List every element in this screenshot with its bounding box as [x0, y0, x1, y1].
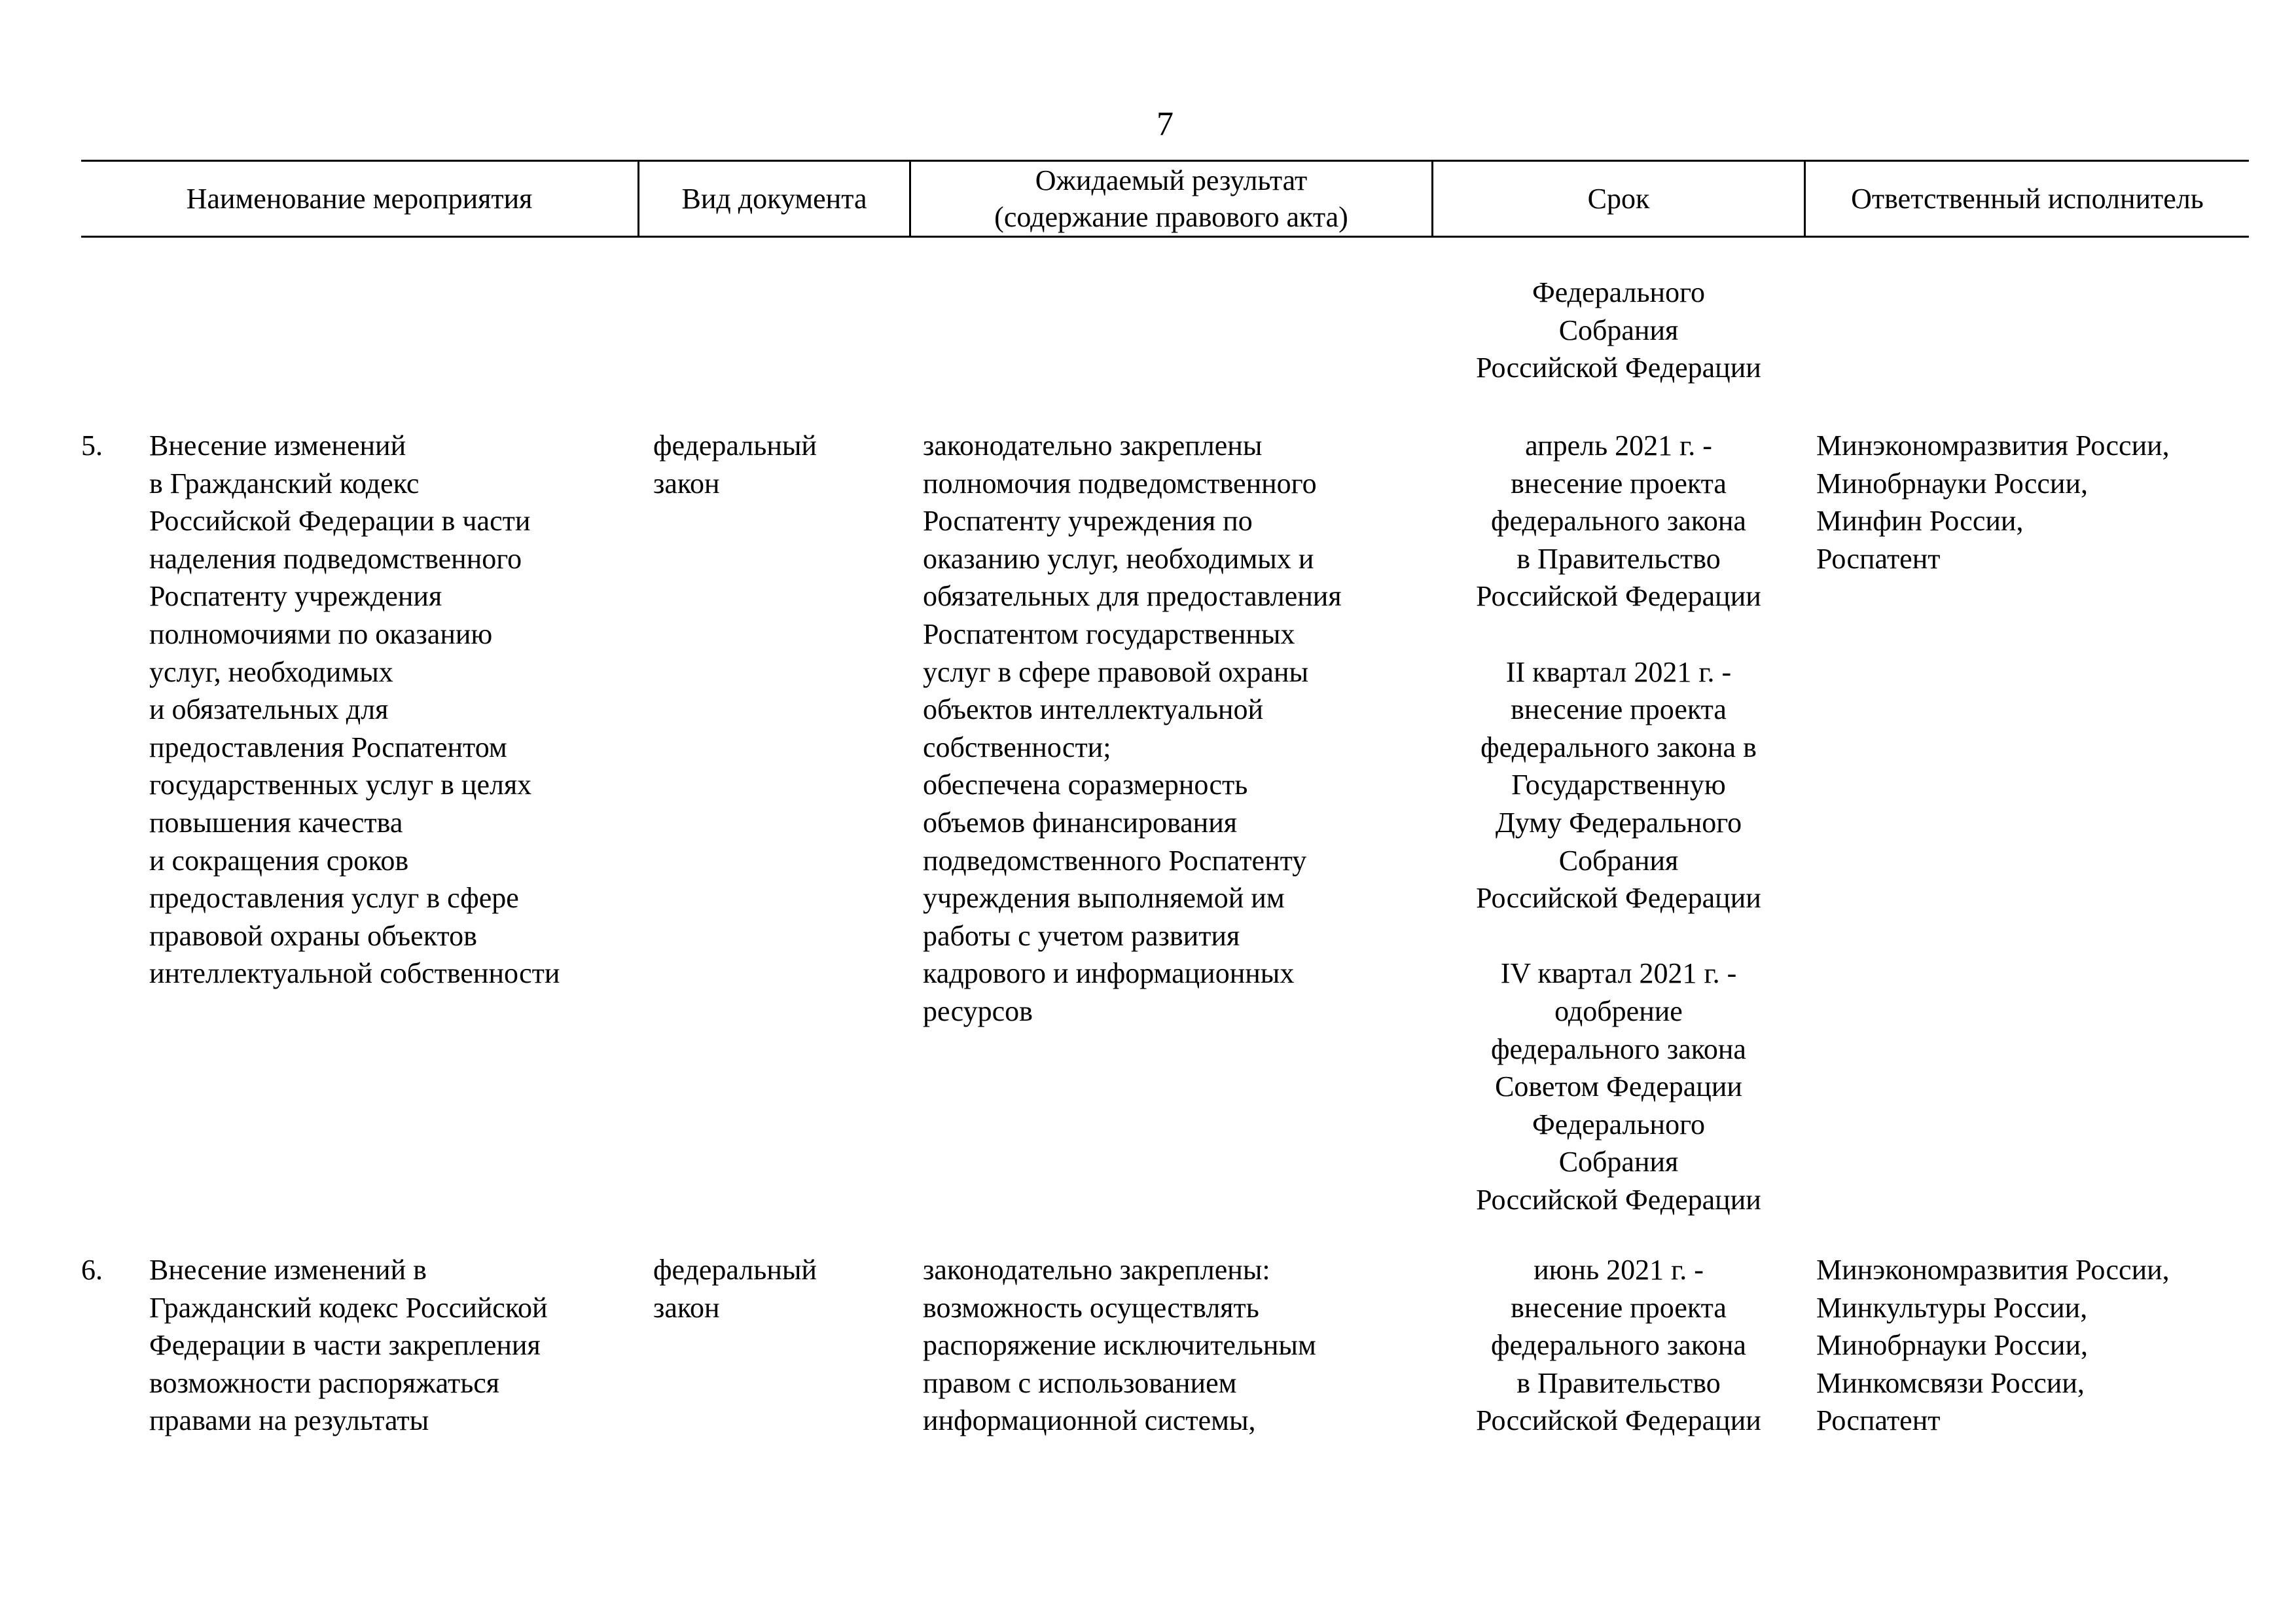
row-result-cell: законодательно закреплены полномочия подведомственного Роспатенту учреждения по оказанию услуг, необходимых и обязательных для предоставления Роспатентом государственных услуг в сфере правовой охраны объектов интеллектуальной собственности; обеспечена соразмерность объемов финансирования подведомственного Роспатенту учреждения выполняемой им работы с учетом развития кадрового и информационных ресурсов: [923, 429, 1342, 1027]
row-term-cell: апрель 2021 г. - внесение проекта федерального закона в Правительство Российской Федерации II квартал 2021 г. - внесение проекта федерального закона в Государственную Думу Федерального Собрания Российской Федерации IV квартал 2021 г. - одобрение федерального закона Советом Федерации Федерального Собрания Российской Федерации: [1476, 429, 1761, 1216]
row-name-cell: Внесение изменений в Гражданский кодекс Российской Федерации в части закрепления возможности распоряжаться правами на результаты: [149, 1254, 548, 1437]
header-col-doc-type: Вид документа: [681, 182, 867, 215]
row-number: 5.: [81, 429, 103, 462]
continued-term-cell: Федерального Собрания Российской Федерации: [1476, 276, 1761, 384]
row-result-cell: законодательно закреплены: возможность осуществлять распоряжение исключительным правом с использованием информационной системы,: [923, 1254, 1316, 1437]
header-col-expected-result: Ожидаемый результат (содержание правового акта): [994, 164, 1348, 233]
page-number: 7: [1157, 105, 1174, 143]
header-col-name: Наименование мероприятия: [186, 182, 533, 215]
row-name-cell: Внесение изменений в Гражданский кодекс Российской Федерации в части наделения подведомственного Роспатенту учреждения полномочиями по оказанию услуг, необходимых и обязательных для предоставления Роспатентом государственных услуг в целях повышения качества и сокращения сроков предоставления услуг в сфере правовой охраны объектов интеллектуальной собственности: [149, 429, 560, 990]
header-col-responsible: Ответственный исполнитель: [1851, 182, 2204, 215]
row-responsible-cell: Минэкономразвития России, Минобрнауки России, Минфин России, Роспатент: [1816, 429, 2170, 575]
row-number: 6.: [81, 1254, 103, 1286]
row-doc-type-cell: федеральный закон: [653, 1254, 817, 1324]
row-doc-type-cell: федеральный закон: [653, 429, 817, 500]
row-term-cell: июнь 2021 г. - внесение проекта федерального закона в Правительство Российской Федерации: [1476, 1254, 1761, 1437]
header-col-term: Срок: [1587, 182, 1650, 215]
table-header-bottom-rule: [81, 236, 2249, 238]
row-responsible-cell: Минэкономразвития России, Минкультуры России, Минобрнауки России, Минкомсвязи России, Роспатент: [1816, 1254, 2170, 1437]
